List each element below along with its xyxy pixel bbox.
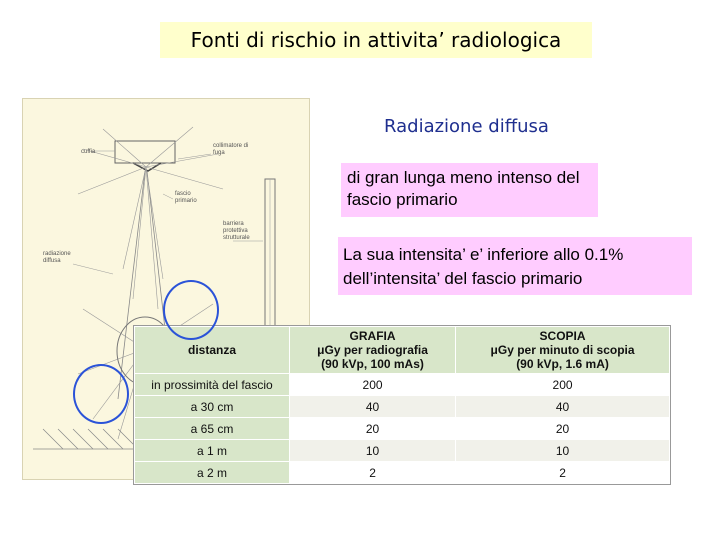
label-leaders bbox=[73, 151, 263, 274]
highlight-circle bbox=[73, 364, 129, 424]
cell-distance: a 65 cm bbox=[135, 418, 290, 440]
header-grafia-title: GRAFIA bbox=[349, 329, 396, 343]
floor-hatch bbox=[33, 429, 138, 449]
note-percentage: La sua intensita’ e’ inferiore allo 0.1% dell’intensita’ del fascio primario bbox=[338, 237, 692, 295]
header-distance: distanza bbox=[135, 327, 290, 374]
highlight-circle bbox=[163, 280, 219, 340]
header-grafia-params: (90 kVp, 100 mAs) bbox=[321, 357, 424, 371]
label-tube: cuffia bbox=[81, 149, 96, 155]
cell-distance: a 2 m bbox=[135, 462, 290, 484]
cell-grafia: 2 bbox=[290, 462, 456, 484]
header-scopia-title: SCOPIA bbox=[539, 329, 586, 343]
title-box bbox=[160, 22, 592, 58]
cell-grafia: 40 bbox=[290, 396, 456, 418]
cell-grafia: 20 bbox=[290, 418, 456, 440]
label-barrier: barriera protettiva strutturale bbox=[223, 221, 250, 241]
cell-grafia: 200 bbox=[290, 374, 456, 396]
header-scopia bbox=[456, 327, 670, 374]
table-row bbox=[135, 418, 670, 440]
header-scopia-params: (90 kVp, 1.6 mA) bbox=[516, 357, 609, 371]
cell-grafia: 10 bbox=[290, 440, 456, 462]
label-primary: fascio primario bbox=[175, 191, 197, 204]
cell-scopia: 200 bbox=[456, 374, 670, 396]
table-header-row bbox=[135, 327, 670, 374]
header-grafia-unit: μGy per radiografia bbox=[317, 343, 428, 357]
cell-distance: a 30 cm bbox=[135, 396, 290, 418]
cell-scopia: 2 bbox=[456, 462, 670, 484]
table-row bbox=[135, 396, 670, 418]
label-scatter: radiazione diffusa bbox=[43, 251, 71, 264]
page-title: Fonti di rischio in attivita’ radiologica bbox=[190, 28, 562, 52]
table-row bbox=[135, 440, 670, 462]
section-subtitle: Radiazione diffusa bbox=[384, 116, 549, 137]
dose-table bbox=[133, 325, 671, 485]
cell-scopia: 20 bbox=[456, 418, 670, 440]
table-row bbox=[135, 462, 670, 484]
header-grafia bbox=[290, 327, 456, 374]
cell-distance: a 1 m bbox=[135, 440, 290, 462]
dose-table-grid bbox=[134, 326, 670, 484]
cell-scopia: 10 bbox=[456, 440, 670, 462]
cell-scopia: 40 bbox=[456, 396, 670, 418]
table-row bbox=[135, 374, 670, 396]
cell-distance: in prossimità del fascio bbox=[135, 374, 290, 396]
header-scopia-unit: μGy per minuto di scopia bbox=[490, 343, 635, 357]
label-collimator: collimatore di fuga bbox=[213, 143, 249, 156]
tube-head-shape bbox=[115, 141, 175, 163]
note-intensity: di gran lunga meno intenso del fascio primario bbox=[341, 163, 598, 217]
